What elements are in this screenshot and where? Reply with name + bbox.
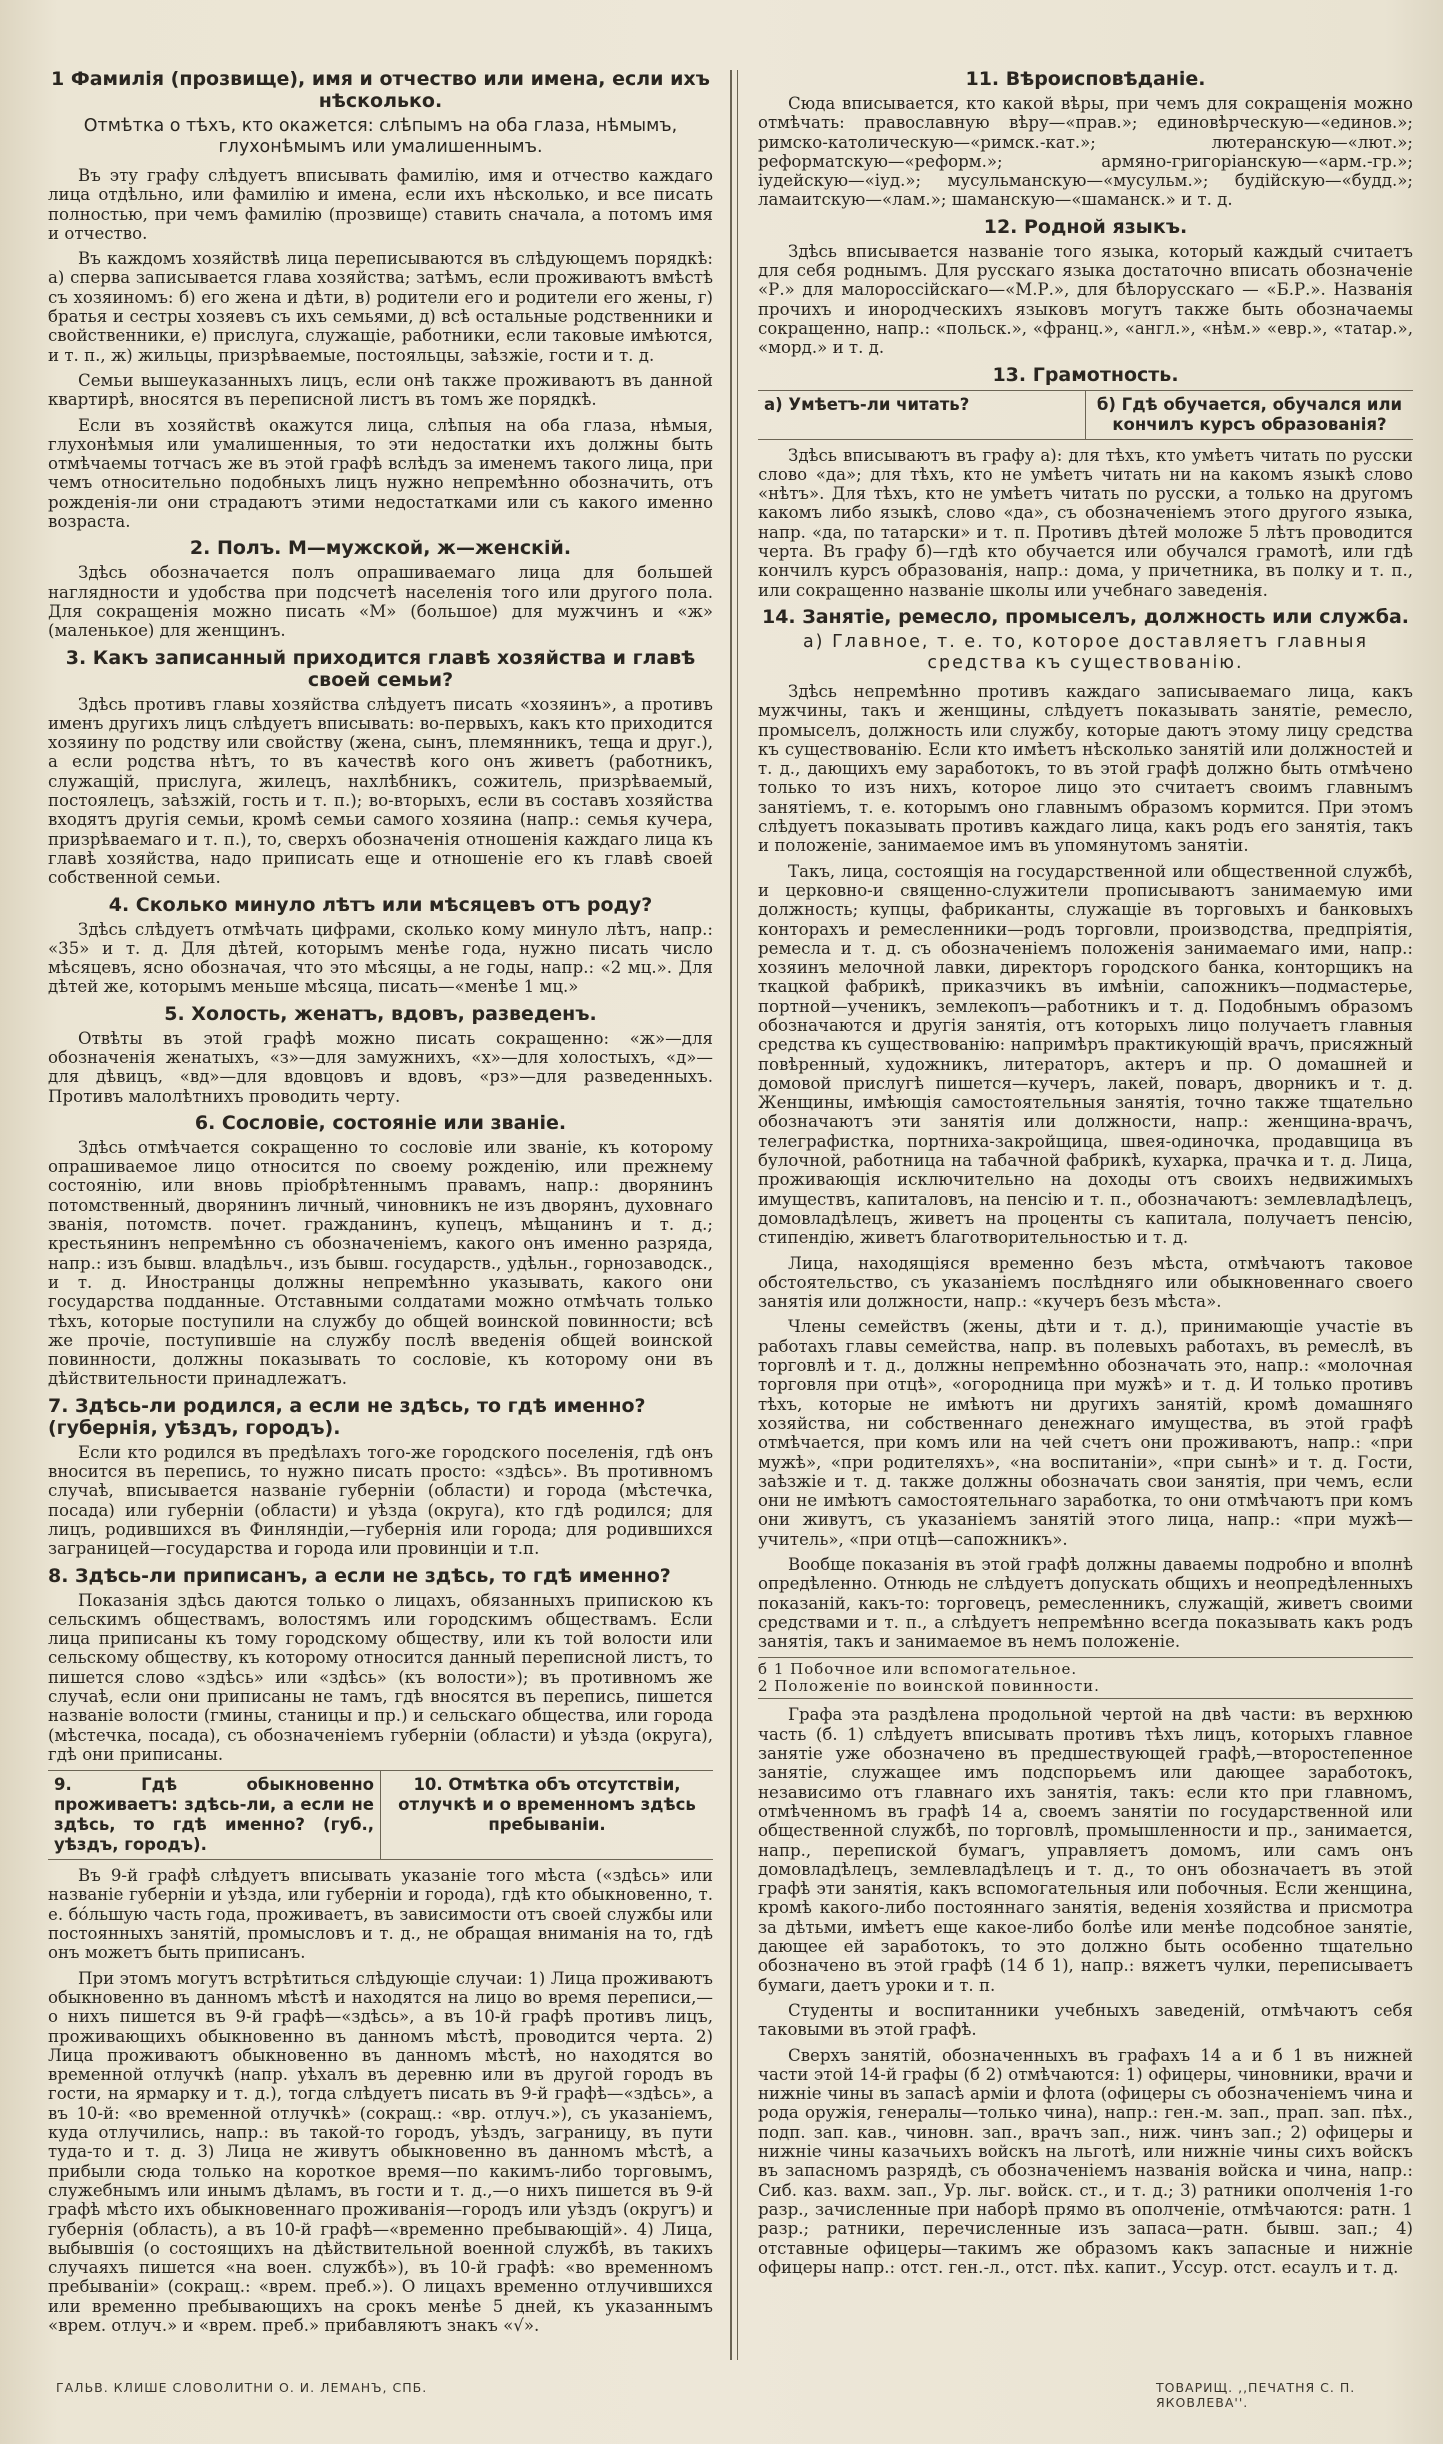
printer-imprint-left: ГАЛЬВ. КЛИШЕ СЛОВОЛИТНИ О. И. ЛЕМАНЪ, СПБ. [56, 2380, 428, 2395]
paragraph: Въ каждомъ хозяйствѣ лица переписываются въ слѣдующемъ порядкѣ: а) сперва записывается глава хозяйства; затѣмъ, если проживаютъ вмѣстѣ съ хозяиномъ: б) его жена и дѣти, в) родители его и родители его жены, г) братья и сестры хозяевъ съ ихъ семьями, д) всѣ остальные родственники и свойственники, е) прислуга, служащіе, работники, если таковые имѣются, и т. п., ж) жильцы, призрѣваемые, постояльцы, заѣзжіе, гости и т. д. [48, 249, 713, 365]
paragraph: Отвѣты въ этой графѣ можно писать сокращенно: «ж»—для обозначенія женатыхъ, «з»—для замужнихъ, «х»—для холостыхъ, «д»—для дѣвицъ, «вд»—для вдовцовъ и вдовъ, «рз»—для разведенныхъ. Противъ малолѣтнихъ проводить черту. [48, 1028, 713, 1106]
section-7-title: 7. Здѣсь-ли родился, а если не здѣсь, то гдѣ именно? (губернія, уѣздъ, городъ). [48, 1394, 646, 1439]
column-divider [737, 70, 738, 2360]
section-9-title: 9. Гдѣ обыкновенно проживаетъ: здѣсь-ли, а если не здѣсь, то гдѣ именно? (губ., уѣздъ, городъ). [54, 1775, 374, 1855]
paragraph: Въ эту графу слѣдуетъ вписывать фамилію, имя и отчество каждаго лица отдѣльно, или фамилію и имена, если ихъ нѣсколько, и все писать полностью, при чемъ фамилію (прозвище) ставить сначала, а потомъ имя и отчество. [48, 166, 713, 243]
paragraph: Здѣсь противъ главы хозяйства слѣдуетъ писать «хозяинъ», а противъ именъ другихъ лицъ слѣдуетъ вписывать: во-первыхъ, какъ кто приходится хозяину по родству или свойству (жена, сынъ, племянникъ, теща и друг.), а если родства нѣтъ, то въ качествѣ кого онъ живетъ (работникъ, служащій, прислуга, жилецъ, нахлѣбникъ, сожитель, призрѣваемый, постоялецъ, заѣзжій, гость и т. п.); во-вторыхъ, если въ составъ хозяйства входятъ другія семьи, кромѣ семьи самого хозяина (напр.: семья кучера, призрѣваемаго и т. п.), то, сверхъ обозначенія отношенія каждаго лица къ главѣ хозяйства, надо приписать еще и отношеніе его къ главѣ своей собственной семьи. [48, 694, 713, 888]
paragraph: Если въ хозяйствѣ окажутся лица, слѣпыя на оба глаза, нѣмыя, глухонѣмыя или умалишенныя, то эти недостатки ихъ должны быть отмѣчаемы тотчасъ же въ этой графѣ вслѣдъ за именемъ такого лица, при чемъ относительно подобныхъ лицъ нужно непремѣнно обозначить, отъ рожденія-ли они страдаютъ этими недостатками или съ какого именно возраста. [48, 415, 713, 532]
paragraph: Здѣсь вписывается названіе того языка, который каждый считаетъ для себя роднымъ. Для русскаго языка достаточно вписать обозначеніе «Р.» для малороссійскаго—«М.Р.», для бѣлорусскаго — «Б.Р.». Названія прочихъ и инородческихъ языковъ могутъ также быть обозначаемы сокращенно, напр.: «польск.», «франц.», «англ.», «нѣм.» «евр.», «татар.», «морд.» и т. д. [758, 241, 1413, 358]
section-14-title: 14. Занятіе, ремесло, промыселъ, должность или служба. [761, 605, 1410, 628]
section-2-title: 2. Полъ. М—мужской, ж—женскій. [189, 537, 572, 560]
paragraph: Здѣсь вписываютъ въ графу а): для тѣхъ, кто умѣетъ читать по русски слово «да»; для тѣхъ, кто не умѣетъ читать ни на какомъ языкѣ слово «нѣтъ». Для тѣхъ, кто не умѣетъ читать по русски, а только на другомъ какомъ либо языкѣ, слово «да», съ обозначеніемъ этого другого языка, напр. «да, по татарски» и т. п. Противъ дѣтей моложе 5 лѣтъ проводится черта. Въ графу б)—гдѣ кто обучается или обучался грамотѣ, или гдѣ кончилъ курсъ образованія, напр.: дома, у причетника, въ полку и т. п., или сокращенно названіе школы или учебнаго заведенія. [758, 445, 1413, 600]
section-14-subtitle: а) Главное, т. е. то, которое доставляетъ главныя средства къ существованію. [802, 631, 1369, 673]
section-13-columns [758, 390, 1413, 440]
section-4-title: 4. Сколько минуло лѣтъ или мѣсяцевъ отъ роду? [108, 893, 653, 916]
right-column [758, 62, 1413, 2362]
paragraph: Такъ, лица, состоящія на государственной или общественной службѣ, и церковно-и священно-служители прописываютъ занимаемую ими должность; купцы, фабриканты, служащіе въ торговыхъ и банковыхъ конторахъ и ремесленники—родъ торговли, производства, предпріятія, ремесла и т. д. съ обозначеніемъ положенія занимаемаго ими, напр.: хозяинъ мелочной лавки, директоръ городского банка, конторщикъ на ткацкой фабрикѣ, приказчикъ въ имѣніи, сапожникъ—подмастерье, портной—ученикъ, землекопъ—работникъ и т. д. Подобнымъ образомъ обозначаются и другія занятія, отъ которыхъ лицо получаетъ главныя средства къ существованію: напримѣръ практикующій врачъ, присяжный повѣренный, художникъ, литераторъ, актеръ и пр. О домашней и домовой прислугѣ пишется—кучеръ, лакей, поваръ, дворникъ и т. д. Женщины, имѣющія самостоятельныя занятія, точно также тщательно обозначаютъ эти занятія или должности, напр.: женщина-врачъ, телеграфистка, портниха-закройщица, швея-одиночка, продавщица въ булочной, работница на табачной фабрикѣ, кухарка, прачка и т. д. Лица, проживающія исключительно на доходы отъ своихъ недвижимыхъ имуществъ, капиталовъ, на пенсію и т. п., обозначаютъ: землевладѣлецъ, домовладѣлецъ, живетъ на проценты съ капитала, получаетъ пенсію, стипендію, живетъ благотворительностью и т. д. [758, 861, 1413, 1248]
paragraph: Здѣсь непремѣнно противъ каждаго записываемаго лица, какъ мужчины, такъ и женщины, слѣдуетъ показывать занятіе, ремесло, промыселъ, должность или службу, которые даютъ этому лицу средства къ существованію. Если кто имѣетъ нѣсколько занятій или должностей и т. д., дающихъ ему заработокъ, то въ этой графѣ должно быть отмѣчено только то изъ нихъ, которое лицо это считаетъ своимъ главнымъ занятіемъ, т. е. которымъ оно главнымъ образомъ кормится. При этомъ слѣдуетъ показывать противъ каждаго лица, какъ родъ его занятія, такъ и положеніе, занимаемое имъ въ упомянутомъ занятіи. [758, 681, 1413, 856]
paragraph: Лица, находящіяся временно безъ мѣста, отмѣчаютъ таковое обстоятельство, съ указаніемъ послѣдняго или обыкновеннаго своего занятія или должности, напр.: «кучеръ безъ мѣста». [758, 1253, 1413, 1312]
section-8-title: 8. Здѣсь-ли приписанъ, а если не здѣсь, то гдѣ именно? [48, 1564, 671, 1587]
paragraph: Показанія здѣсь даются только о лицахъ, обязанныхъ припискою къ сельскимъ обществамъ, волостямъ или городскимъ обществамъ. Если лица приписаны къ тому городскому обществу, или къ той волости или сельскому обществу, къ которому относится данный переписной листъ, то пишется слово «здѣсь» или «здѣсь» (къ волости»); въ противномъ же случаѣ, если они приписаны не тамъ, гдѣ вносятся въ перепись, пишется названіе волости (гмины, станицы и пр.) и сельскаго общества, или города (мѣстечка, посада), съ обозначеніемъ губерніи (области) и уѣзда (округа), гдѣ они приписаны. [48, 1590, 713, 1764]
section-11-title: 11. Вѣроисповѣданіе. [965, 68, 1206, 90]
section-3-title: 3. Какъ записанный приходится главѣ хозяйства и главѣ своей семьи? [65, 646, 696, 691]
paragraph: Если кто родился въ предѣлахъ того-же городского поселенія, гдѣ онъ вносится въ перепись, то нужно писать просто: «здѣсь». Въ противномъ случаѣ, вписывается названіе губерніи (области) и города (мѣстечка, посада) или губерніи (области) и уѣзда (округа), кто гдѣ родился; для лицъ, родившихся въ Финляндіи,—губернія или города; для родившихся заграницей—государства и города или провинціи и т.п. [48, 1442, 713, 1559]
paragraph: Сюда вписывается, кто какой вѣры, при чемъ для сокращенія можно отмѣчать: православную вѣру—«прав.»; единовѣрческую—«единов.»; римско-католическую—«римск.-кат.»; лютеранскую—«лют.»; реформатскую—«реформ.»; армяно-григоріанскую—«арм.-гр.»; іудейскую—«іуд.»; мусульманскую—«мусульм.»; будійскую—«будд.»; ламаитскую—«лам.»; шаманскую—«шаманск.» и т. д. [758, 94, 1413, 210]
paragraph: Здѣсь отмѣчается сокращенно то сословіе или званіе, къ которому опрашиваемое лицо относится по своему рожденію, или прежнему состоянію, или вновь пріобрѣтеннымъ правамъ, напр.: дворянинъ потомственный, дворянинъ личный, чиновникъ не изъ дворянъ, духовнаго званія, потомств. почет. гражданинъ, купецъ, мѣщанинъ и т. д.; крестьянинъ непремѣнно съ обозначеніемъ, какого онъ именно разряда, напр.: изъ бывш. владѣльч., изъ бывш. государств., удѣльн., горнозаводск., и т. д. Иностранцы должны непремѣнно указывать, какого они государства подданные. Отставными солдатами можно отмѣчать только тѣхъ, которые поступили на службу до общей воинской повинности; всѣ же прочіе, поступившіе на службу послѣ введенія общей воинской повинности, должны показывать то сословіе, къ которому они въ дѣйствительности принадлежатъ. [48, 1137, 713, 1389]
section-14b-line-2: 2 Положеніе по воинской повинности. [758, 1677, 1100, 1696]
paragraph: Графа эта раздѣлена продольной чертой на двѣ части: въ верхнюю часть (б. 1) слѣдуетъ вписывать противъ тѣхъ лицъ, которыхъ главное занятіе уже обозначено въ предшествующей графѣ,—второстепенное занятіе, служащее имъ подспорьемъ или дающее заработокъ, независимо отъ главнаго ихъ занятія, такъ: если кто при главномъ, отмѣченномъ въ графѣ 14 а, своемъ занятіи по государственной или общественной службѣ, по торговлѣ, промышленности и пр., занимается, напр., перепиской бумагъ, управляетъ домомъ, или самъ онъ домовладѣлецъ, землевладѣлецъ и т. д., то онъ обозначаетъ въ этой графѣ эти занятія, какъ вспомогательныя или побочныя. Если женщина, кромѣ какого-либо постояннаго занятія, веденія хозяйства и присмотра за дѣтьми, имѣетъ еще какое-либо болѣе или менѣе подсобное занятіе, дающее ей заработокъ, то это должно быть особенно тщательно обозначено въ этой графѣ (14 б 1), напр.: вяжетъ чулки, переписываетъ бумаги, даетъ уроки и т. п. [758, 1705, 1413, 1995]
section-1-title: 1 Фамилія (прозвище), имя и отчество или имена, если ихъ нѣсколько. [51, 68, 710, 112]
section-14b-line-1: 1 Побочное или вспомогательное. [773, 1660, 1078, 1679]
sections-9-10-header [48, 1770, 713, 1860]
section-6-title: 6. Сословіе, состояніе или званіе. [194, 1111, 567, 1134]
column-divider [730, 70, 732, 2360]
printer-imprint-right: ТОВАРИЩ. ,,ПЕЧАТНЯ С. П. ЯКОВЛЕВА''. [1156, 2380, 1356, 2410]
section-13-title: 13. Грамотность. [992, 363, 1179, 386]
section-5-title: 5. Холость, женатъ, вдовъ, разведенъ. [164, 1002, 597, 1025]
paragraph: При этомъ могутъ встрѣтиться слѣдующіе случаи: 1) Лица проживаютъ обыкновенно въ данномъ мѣстѣ и находятся на лицо во время переписи,—о нихъ пишется въ 9-й графѣ—«здѣсь», а въ 10-й графѣ противъ лицъ, проживающихъ обыкновенно въ данномъ мѣстѣ, проводится черта. 2) Лица проживаютъ обыкновенно въ данномъ мѣстѣ, но находятся во временной отлучкѣ (напр. уѣхалъ въ деревню или въ другой городъ въ гости, на ярмарку и т. д.), тогда слѣдуетъ писать въ 9-й графѣ—«здѣсь», а въ 10-й: «во временной отлучкѣ» (сокращ.: «вр. отлуч.»), съ указаніемъ, куда отлучились, напр.: въ такой-то городъ, уѣздъ, заграницу, въ пути туда-то и т. д. 3) Лица не живутъ обыкновенно въ данномъ мѣстѣ, а прибыли сюда только на короткое время—по какимъ-либо торговымъ, служебнымъ или инымъ дѣламъ, въ гости и т. д.,—о нихъ пишется въ 9-й графѣ мѣсто ихъ обыкновеннаго проживанія—городъ или уѣздъ (округъ) и губернія (область), а въ 10-й графѣ—«временно пребывающій». 4) Лица, выбывшія (о состоящихъ на дѣйствительной военной службѣ, въ такихъ случаяхъ пишется «на воен. службѣ»), въ 10-й графѣ: «во временномъ пребываніи» (сокращ.: «врем. преб.»). О лицахъ временно отлучившихся или временно пребывающихъ на срокъ менѣе 5 дней, къ указаннымъ «врем. отлуч.» и «врем. преб.» прибавляютъ знакъ «√». [48, 1968, 713, 2336]
paragraph: Здѣсь обозначается полъ опрашиваемаго лица для большей наглядности и удобства при подсчетѣ населенія того или другого пола. Для сокращенія можно писать «М» (большое) для мужчинъ и «ж» (маленькое) для женщинъ. [48, 563, 713, 641]
section-12-title: 12. Родной языкъ. [983, 215, 1188, 238]
section-14b-prefix: б [758, 1660, 769, 1679]
section-1-subtitle: Отмѣтка о тѣхъ, кто окажется: слѣпымъ на оба глаза, нѣмымъ, глухонѣмымъ или умалишеннымъ. [83, 116, 678, 157]
section-13-col-a: а) Умѣетъ-ли читать? [764, 394, 970, 414]
paragraph: Члены семействъ (жены, дѣти и т. д.), принимающіе участіе въ работахъ главы семейства, напр. въ полевыхъ работахъ, въ ремеслѣ, въ торговлѣ и т. д., должны непремѣнно обозначать это, напр.: «молочная торговля при отцѣ», «огородница при мужѣ» и т. д. И только противъ тѣхъ, которые не имѣютъ ни другихъ занятій, кромѣ домашняго хозяйства, ни собственнаго денежнаго имущества, въ этой графѣ отмѣчается, при комъ или на чей счетъ они проживаютъ, напр.: «при мужѣ», «при родителяхъ», «на воспитаніи», «при сынѣ» и т. д. Гости, заѣзжіе и т. д. также должны обозначать свои занятія, при чемъ, если они не имѣютъ самостоятельнаго заработка, то они отмѣчаютъ при комъ они живутъ, съ указаніемъ занятій этого лица, напр.: «при мужѣ—учитель», «при отцѣ—сапожникъ». [758, 1317, 1413, 1549]
left-column [48, 62, 713, 2362]
paragraph: Въ 9-й графѣ слѣдуетъ вписывать указаніе того мѣста («здѣсь» или названіе губерніи и уѣзда, или губерніи и города), гдѣ кто обыкновенно, т. е. бóльшую часть года, проживаетъ, въ зависимости отъ своей службы или постоянныхъ занятій, промысловъ и т. д., не обращая вниманія на то, гдѣ онъ можетъ быть приписанъ. [48, 1866, 713, 1963]
paragraph: Семьи вышеуказанныхъ лицъ, если онѣ также проживаютъ въ данной квартирѣ, вносятся въ переписной листъ въ томъ же порядкѣ. [48, 370, 713, 410]
paragraph: Здѣсь слѣдуетъ отмѣчать цифрами, сколько кому минуло лѣтъ, напр.: «35» и т. д. Для дѣтей, которымъ менѣе года, нужно писать число мѣсяцевъ, ясно обозначая, что это мѣсяцы, а не годы, напр.: «2 мц.». Для дѣтей же, которымъ меньше мѣсяца, писать—«менѣе 1 мц.» [48, 919, 713, 997]
section-14b-header [758, 1657, 1413, 1699]
section-13-col-b: б) Гдѣ обучается, обучался или кончилъ курсъ образованія? [1085, 391, 1413, 439]
paragraph: Сверхъ занятій, обозначенныхъ въ графахъ 14 а и б 1 въ нижней части этой 14-й графы (б 2) отмѣчаются: 1) офицеры, чиновники, врачи и нижніе чины въ запасѣ арміи и флота (офицеры съ обозначеніемъ чина и рода оружія, генералы—только чина), напр.: ген.-м. зап., прап. зап. пѣх., подп. зап. кав., чиновн. зап., врачъ зап., ниж. чинъ зап.; 2) офицеры и нижніе чины казачьихъ войскъ на льготѣ, или нижніе чины сихъ войскъ въ запасномъ разрядѣ, съ обозначеніемъ названія войска и чина, напр.: Сиб. каз. вахм. зап., Ур. льг. войск. ст., и т. д.; 3) ратники ополченія 1-го разр., зачисленные при наборѣ прямо въ ополченіе, отмѣчаются: ратн. 1 разр.; ратники, перечисленные изъ запаса—ратн. бывш. зап.; 4) отставные офицеры—такимъ же образомъ какъ запасные и нижніе офицеры напр.: отст. ген.-л., отст. пѣх. капит., Уссур. отст. есаулъ и т. д. [758, 2045, 1413, 2277]
paragraph: Вообще показанія въ этой графѣ должны даваемы подробно и вполнѣ опредѣленно. Отнюдь не слѣдуетъ допускать общихъ и неопредѣленныхъ показаній, какъ-то: торговецъ, ремесленникъ, служащій, живетъ своими средствами и т. п., а слѣдуетъ непремѣнно всегда показывать какъ родъ занятія, такъ и занимаемое въ немъ положеніе. [758, 1555, 1413, 1652]
paragraph: Студенты и воспитанники учебныхъ заведеній, отмѣчаютъ себя таковыми въ этой графѣ. [758, 2000, 1413, 2040]
section-10-title: 10. Отмѣтка объ отсутствіи, отлучкѣ и о временномъ здѣсь пребываніи. [380, 1771, 713, 1859]
